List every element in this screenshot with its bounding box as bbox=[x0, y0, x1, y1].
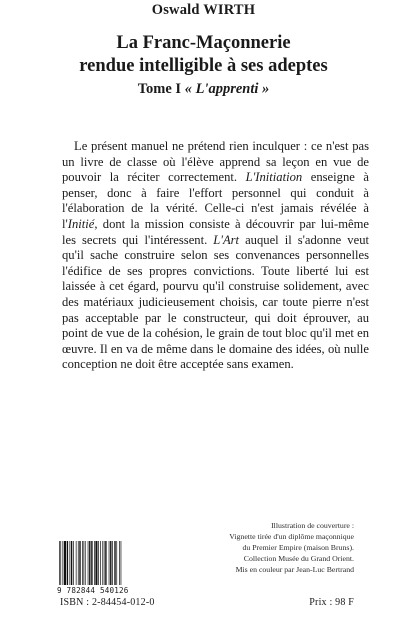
book-title bbox=[0, 32, 407, 78]
barcode-bar bbox=[73, 541, 74, 585]
blurb-emphasis-initiation: L'Initiation bbox=[245, 170, 303, 185]
barcode-bar bbox=[70, 541, 71, 585]
tome-heading bbox=[0, 81, 407, 98]
cover-credits bbox=[184, 520, 354, 575]
barcode-bar bbox=[60, 541, 61, 585]
barcode-bar bbox=[110, 541, 111, 585]
blurb-emphasis-art: L'Art bbox=[213, 232, 240, 247]
barcode-bar bbox=[59, 541, 60, 585]
barcode-bar bbox=[67, 541, 68, 585]
isbn-number: ISBN : 2-84454-012-0 bbox=[60, 597, 155, 608]
barcode-bar bbox=[91, 541, 92, 585]
barcode-bar bbox=[112, 541, 113, 585]
blurb-text-1: Le présent manuel ne prétend rien inculquer : ce n'est pas un livre de classe où l'élève apprend sa leçon en vue de pouvoir la réciter correctement. bbox=[62, 139, 369, 185]
author-name: Oswald WIRTH bbox=[151, 2, 256, 18]
barcode-bar bbox=[104, 541, 105, 585]
barcode-bar bbox=[102, 541, 103, 585]
tome-subtitle: « L'apprenti » bbox=[184, 81, 270, 97]
barcode-bar bbox=[121, 541, 122, 585]
barcode-bar bbox=[119, 541, 120, 585]
barcode-bar bbox=[85, 541, 86, 585]
barcode-bar bbox=[95, 541, 97, 585]
barcode-bar bbox=[89, 541, 90, 585]
barcode-bar bbox=[114, 541, 115, 585]
barcode-bar bbox=[71, 541, 72, 585]
blurb-paragraph bbox=[62, 139, 369, 373]
barcode-bar bbox=[82, 541, 83, 585]
book-title-line-2: rendue intelligible à ses adeptes bbox=[79, 56, 328, 76]
barcode-bar bbox=[98, 541, 99, 585]
price-label: Prix : 98 F bbox=[309, 597, 354, 608]
blurb-text-4: auquel il s'adonne veut qu'il sache construire selon ses convenances personnelles l'édifice de ses propres convictions. Toute liberté lui est laissée à cet égard, pourvu qu'il construise solidement, avec des matériaux judicieusement choisis, car toute pierre n'est pas acceptable par le constructeur, qui doit éprouver, au point de vue de la cohésion, le grain de tout bloc qu'il met en œuvre. Il en va de même dans le domaine des idées, où nulle conception ne doit être acceptée sans examen. bbox=[62, 232, 369, 372]
barcode-bar bbox=[76, 541, 77, 585]
credits-line-5: Mis en couleur par Jean-Luc Bertrand bbox=[235, 565, 354, 574]
barcode-bar bbox=[116, 541, 117, 585]
credits-line-2: Vignette tirée d'un diplôme maçonnique bbox=[229, 532, 354, 541]
barcode-bar bbox=[64, 541, 66, 585]
credits-line-1: Illustration de couverture : bbox=[271, 521, 354, 530]
book-title-line-1: La Franc-Maçonnerie bbox=[116, 33, 291, 53]
barcode-bar bbox=[109, 541, 110, 585]
barcode-bar bbox=[94, 541, 95, 585]
barcode-bar bbox=[105, 541, 106, 585]
barcode-bar bbox=[88, 541, 89, 585]
barcode-bar bbox=[63, 541, 64, 585]
barcode-bar bbox=[100, 541, 101, 585]
blurb-emphasis-initie: Initié bbox=[67, 216, 95, 231]
blurb-text-3: , dont la mission consiste à découvrir par lui-même les secrets qui l'intéressent. bbox=[62, 216, 369, 247]
credits-line-4: Collection Musée du Grand Orient. bbox=[243, 554, 354, 563]
credits-line-3: du Premier Empire (maison Bruns). bbox=[242, 543, 354, 552]
blurb-text-2: enseigne à penser, donc à faire l'effort personnel qui conduit à l'élaboration de la vérité. Celle-ci n'est jamais révélée à l' bbox=[62, 170, 369, 231]
barcode-digits: 9 782844 540126 bbox=[57, 586, 129, 595]
barcode bbox=[57, 541, 147, 595]
tome-label: Tome I bbox=[137, 81, 182, 97]
barcode-bar bbox=[84, 541, 85, 585]
barcode-bar bbox=[78, 541, 79, 585]
barcode-bars bbox=[57, 541, 147, 585]
barcode-bar bbox=[79, 541, 80, 585]
